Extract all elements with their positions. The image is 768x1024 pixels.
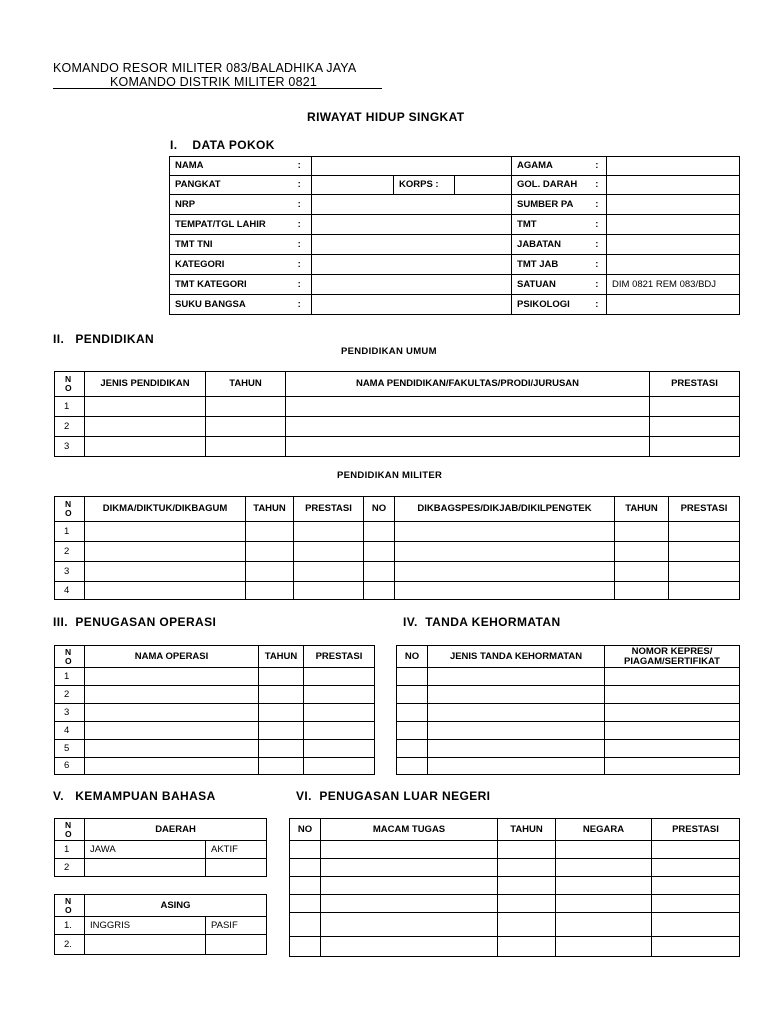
column-header-negara: NEGARA [556, 819, 652, 841]
column-header-dikma: DIKMA/DIKTUK/DIKBAGUM [85, 497, 246, 522]
table-cell[interactable] [304, 704, 375, 722]
table-row [397, 722, 740, 740]
table-cell[interactable] [395, 542, 615, 562]
colon: : [588, 255, 607, 275]
table-cell[interactable] [428, 758, 605, 775]
colon: : [588, 215, 607, 235]
table-row [55, 859, 267, 877]
column-header-jenis-pendidikan: JENIS PENDIDIKAN [85, 372, 206, 397]
colon: : [288, 275, 312, 295]
data-pokok-row [170, 235, 740, 255]
table-cell[interactable] [321, 913, 498, 937]
table-row [55, 668, 375, 686]
table-cell[interactable] [498, 913, 556, 937]
header-underline [53, 88, 382, 89]
table-row [55, 722, 375, 740]
bahasa-daerah-table [54, 818, 267, 877]
table-cell[interactable] [605, 722, 740, 740]
table-cell[interactable] [615, 562, 669, 582]
table-row [290, 937, 740, 957]
table-cell[interactable] [286, 437, 650, 457]
pendidikan-umum-table [54, 371, 740, 457]
column-header-tahun: TAHUN [206, 372, 286, 397]
table-cell[interactable] [605, 740, 740, 758]
table-cell[interactable] [397, 686, 428, 704]
table-row [290, 841, 740, 859]
column-header-daerah: DAERAH [85, 819, 267, 841]
table-cell[interactable] [259, 686, 304, 704]
table-cell[interactable] [652, 841, 740, 859]
column-header-prestasi-2: PRESTASI [669, 497, 740, 522]
table-cell[interactable] [615, 542, 669, 562]
table-cell[interactable] [556, 841, 652, 859]
table-row [55, 417, 740, 437]
table-cell[interactable] [364, 562, 395, 582]
table-cell[interactable] [85, 668, 259, 686]
table-cell[interactable] [206, 437, 286, 457]
table-cell[interactable] [556, 913, 652, 937]
table-row [55, 740, 375, 758]
field-label-agama: AGAMA [512, 157, 588, 176]
colon: : [288, 255, 312, 275]
column-header-prestasi: PRESTASI [294, 497, 364, 522]
row-number: 6 [55, 758, 85, 775]
table-header-row [55, 895, 267, 917]
table-cell[interactable] [321, 937, 498, 957]
table-row [55, 686, 375, 704]
field-label-suku-bangsa: SUKU BANGSA [170, 295, 288, 315]
language-name[interactable]: JAWA [85, 841, 206, 859]
table-header-row [55, 497, 740, 522]
table-cell[interactable] [397, 740, 428, 758]
row-number: 1 [55, 397, 85, 417]
table-cell[interactable] [498, 877, 556, 895]
column-header-no: N O [55, 497, 85, 522]
field-value-korps[interactable] [455, 176, 512, 195]
table-cell[interactable] [395, 562, 615, 582]
table-cell[interactable] [85, 582, 246, 600]
section-heading-penugasan-luar-negeri: VI. PENUGASAN LUAR NEGERI [296, 789, 491, 803]
table-cell[interactable] [428, 704, 605, 722]
table-cell[interactable] [206, 397, 286, 417]
table-row [55, 562, 740, 582]
table-cell[interactable] [85, 758, 259, 775]
field-label-psikologi: PSIKOLOGI [512, 295, 588, 315]
table-row [290, 859, 740, 877]
table-cell[interactable] [304, 668, 375, 686]
table-cell[interactable] [85, 437, 206, 457]
row-number: 3 [55, 437, 85, 457]
table-row [290, 877, 740, 895]
column-header-tahun-2: TAHUN [615, 497, 669, 522]
table-cell[interactable] [321, 877, 498, 895]
column-header-no: N O [55, 372, 85, 397]
table-header-row [397, 646, 740, 668]
table-cell[interactable] [650, 417, 740, 437]
column-header-prestasi: PRESTASI [304, 646, 375, 668]
row-number: 3 [55, 562, 85, 582]
table-cell[interactable] [85, 722, 259, 740]
field-label-tempat-tgl-lahir: TEMPAT/TGL LAHIR [170, 215, 288, 235]
table-cell[interactable] [395, 522, 615, 542]
column-header-tahun: TAHUN [246, 497, 294, 522]
field-value-tmt-kategori[interactable] [312, 275, 512, 295]
header-line-1: KOMANDO RESOR MILITER 083/BALADHIKA JAYA [53, 61, 357, 75]
field-value-sumber-pa[interactable] [607, 195, 740, 215]
colon: : [288, 157, 312, 176]
subheading-pendidikan-militer: PENDIDIKAN MILITER [337, 470, 443, 481]
column-header-no-2: NO [364, 497, 395, 522]
field-label-tmt-kategori: TMT KATEGORI [170, 275, 288, 295]
table-cell[interactable] [669, 542, 740, 562]
table-cell[interactable] [669, 582, 740, 600]
table-cell[interactable] [428, 740, 605, 758]
colon: : [288, 235, 312, 255]
row-number: 1 [55, 668, 85, 686]
table-cell[interactable] [364, 522, 395, 542]
tanda-kehormatan-table [396, 645, 740, 775]
table-cell[interactable] [498, 841, 556, 859]
row-number: 2. [55, 935, 85, 955]
field-label-sumber-pa: SUMBER PA [512, 195, 588, 215]
table-cell[interactable] [428, 722, 605, 740]
table-cell[interactable] [428, 668, 605, 686]
colon: : [288, 176, 312, 195]
language-level[interactable] [206, 935, 267, 955]
table-cell[interactable] [397, 722, 428, 740]
table-cell[interactable] [556, 895, 652, 913]
table-header-row [55, 646, 375, 668]
table-row [55, 542, 740, 562]
table-cell[interactable] [556, 859, 652, 877]
table-cell[interactable] [652, 877, 740, 895]
field-label-nama: NAMA [170, 157, 288, 176]
row-number: 1 [55, 522, 85, 542]
table-cell[interactable] [85, 397, 206, 417]
field-label-pangkat: PANGKAT [170, 176, 288, 195]
row-number: 2 [55, 542, 85, 562]
table-cell[interactable] [428, 686, 605, 704]
field-value-tmt-tni[interactable] [312, 235, 512, 255]
section-heading-data-pokok: I. DATA POKOK [170, 138, 275, 152]
table-row [55, 522, 740, 542]
table-cell[interactable] [605, 758, 740, 775]
field-value-pangkat[interactable] [312, 176, 394, 195]
table-row [290, 913, 740, 937]
bahasa-asing-table [54, 894, 267, 955]
column-header-no: N O [55, 646, 85, 668]
data-pokok-row [170, 275, 740, 295]
table-cell[interactable] [364, 542, 395, 562]
column-header-prestasi: PRESTASI [650, 372, 740, 397]
field-label-nrp: NRP [170, 195, 288, 215]
table-row [55, 582, 740, 600]
table-cell[interactable] [304, 740, 375, 758]
colon: : [588, 195, 607, 215]
table-cell[interactable] [395, 582, 615, 600]
column-header-no: NO [290, 819, 321, 841]
table-row [55, 758, 375, 775]
field-value-nama[interactable] [312, 157, 512, 176]
data-pokok-row [170, 215, 740, 235]
table-row [397, 740, 740, 758]
table-row [55, 437, 740, 457]
table-cell[interactable] [650, 437, 740, 457]
data-pokok-row [170, 195, 740, 215]
field-value-gol-darah[interactable] [607, 176, 740, 195]
field-value-psikologi[interactable] [607, 295, 740, 315]
field-value-satuan[interactable]: DIM 0821 REM 083/BDJ [607, 275, 740, 295]
table-cell[interactable] [290, 895, 321, 913]
language-name[interactable]: INGGRIS [85, 917, 206, 935]
field-value-agama[interactable] [607, 157, 740, 176]
row-number: 4 [55, 722, 85, 740]
pendidikan-militer-table [54, 496, 740, 600]
table-cell[interactable] [246, 562, 294, 582]
header-line-2: KOMANDO DISTRIK MILITER 0821 [110, 75, 318, 89]
table-cell[interactable] [615, 582, 669, 600]
data-pokok-row [170, 255, 740, 275]
table-row [55, 841, 267, 859]
table-cell[interactable] [85, 417, 206, 437]
table-cell[interactable] [290, 859, 321, 877]
field-label-kategori: KATEGORI [170, 255, 288, 275]
table-cell[interactable] [605, 704, 740, 722]
table-row [55, 917, 267, 935]
data-pokok-row [170, 295, 740, 315]
section-heading-penugasan-operasi: III. PENUGASAN OPERASI [53, 615, 217, 629]
table-cell[interactable] [246, 522, 294, 542]
table-cell[interactable] [246, 542, 294, 562]
colon: : [288, 215, 312, 235]
table-cell[interactable] [85, 740, 259, 758]
field-label-jabatan: JABATAN [512, 235, 588, 255]
field-label-korps: KORPS : [394, 176, 455, 195]
table-cell[interactable] [259, 668, 304, 686]
table-cell[interactable] [304, 722, 375, 740]
data-pokok-table [169, 156, 740, 315]
document-title: RIWAYAT HIDUP SINGKAT [307, 110, 465, 124]
language-name[interactable] [85, 859, 206, 877]
column-header-jenis-tanda-kehormatan: JENIS TANDA KEHORMATAN [428, 646, 605, 668]
table-row [290, 895, 740, 913]
table-cell[interactable] [364, 582, 395, 600]
subheading-pendidikan-umum: PENDIDIKAN UMUM [341, 346, 437, 357]
field-label-satuan: SATUAN [512, 275, 588, 295]
table-cell[interactable] [259, 758, 304, 775]
table-cell[interactable] [652, 859, 740, 877]
colon: : [588, 176, 607, 195]
section-heading-pendidikan: II. PENDIDIKAN [53, 332, 155, 346]
section-heading-kemampuan-bahasa: V. KEMAMPUAN BAHASA [53, 789, 216, 803]
row-number: 1. [55, 917, 85, 935]
table-cell[interactable] [290, 937, 321, 957]
field-label-tmt: TMT [512, 215, 588, 235]
table-row [55, 397, 740, 417]
table-cell[interactable] [498, 859, 556, 877]
field-label-tmt-tni: TMT TNI [170, 235, 288, 255]
table-header-row [55, 372, 740, 397]
table-row [397, 668, 740, 686]
language-level[interactable] [206, 859, 267, 877]
row-number: 3 [55, 704, 85, 722]
table-cell[interactable] [246, 582, 294, 600]
colon: : [588, 275, 607, 295]
table-cell[interactable] [397, 668, 428, 686]
table-cell[interactable] [321, 895, 498, 913]
field-value-kategori[interactable] [312, 255, 512, 275]
penugasan-luar-negeri-table [289, 818, 740, 957]
colon: : [288, 195, 312, 215]
table-cell[interactable] [669, 522, 740, 542]
table-cell[interactable] [294, 522, 364, 542]
field-value-tmt[interactable] [607, 215, 740, 235]
column-header-tahun: TAHUN [498, 819, 556, 841]
table-row [397, 758, 740, 775]
colon: : [588, 157, 607, 176]
table-row [397, 704, 740, 722]
column-header-nama-pendidikan: NAMA PENDIDIKAN/FAKULTAS/PRODI/JURUSAN [286, 372, 650, 397]
table-cell[interactable] [290, 913, 321, 937]
colon: : [288, 295, 312, 315]
field-value-nrp[interactable] [312, 195, 512, 215]
table-cell[interactable] [85, 542, 246, 562]
section-heading-tanda-kehormatan: IV. TANDA KEHORMATAN [403, 615, 561, 629]
data-pokok-row [170, 157, 740, 176]
row-number: 2 [55, 686, 85, 704]
column-header-nama-operasi: NAMA OPERASI [85, 646, 259, 668]
colon: : [588, 295, 607, 315]
table-cell[interactable] [286, 397, 650, 417]
column-header-asing: ASING [85, 895, 267, 917]
table-cell[interactable] [259, 740, 304, 758]
table-cell[interactable] [286, 417, 650, 437]
table-cell[interactable] [294, 562, 364, 582]
table-cell[interactable] [85, 686, 259, 704]
table-cell[interactable] [615, 522, 669, 542]
column-header-no: NO [397, 646, 428, 668]
table-cell[interactable] [290, 841, 321, 859]
table-cell[interactable] [304, 686, 375, 704]
row-number: 2 [55, 859, 85, 877]
field-value-suku-bangsa[interactable] [312, 295, 512, 315]
table-cell[interactable] [556, 937, 652, 957]
table-cell[interactable] [652, 937, 740, 957]
table-cell[interactable] [498, 895, 556, 913]
column-header-tahun: TAHUN [259, 646, 304, 668]
column-header-macam-tugas: MACAM TUGAS [321, 819, 498, 841]
table-cell[interactable] [290, 877, 321, 895]
table-cell[interactable] [304, 758, 375, 775]
table-cell[interactable] [652, 913, 740, 937]
table-cell[interactable] [206, 417, 286, 437]
table-cell[interactable] [321, 859, 498, 877]
row-number: 5 [55, 740, 85, 758]
language-name[interactable] [85, 935, 206, 955]
table-cell[interactable] [605, 668, 740, 686]
field-value-tempat-tgl-lahir[interactable] [312, 215, 512, 235]
table-cell[interactable] [294, 542, 364, 562]
table-cell[interactable] [652, 895, 740, 913]
table-cell[interactable] [259, 704, 304, 722]
table-row [55, 935, 267, 955]
language-level[interactable]: AKTIF [206, 841, 267, 859]
field-value-jabatan[interactable] [607, 235, 740, 255]
column-header-dikbagspes: DIKBAGSPES/DIKJAB/DIKILPENGTEK [395, 497, 615, 522]
table-cell[interactable] [321, 841, 498, 859]
data-pokok-row [170, 176, 740, 195]
penugasan-operasi-table [54, 645, 375, 775]
table-row [397, 686, 740, 704]
column-header-prestasi: PRESTASI [652, 819, 740, 841]
table-cell[interactable] [397, 704, 428, 722]
field-label-gol-darah: GOL. DARAH [512, 176, 588, 195]
table-cell[interactable] [556, 877, 652, 895]
table-row [55, 704, 375, 722]
row-number: 2 [55, 417, 85, 437]
table-cell[interactable] [605, 686, 740, 704]
table-cell[interactable] [669, 562, 740, 582]
table-cell[interactable] [294, 582, 364, 600]
table-cell[interactable] [85, 522, 246, 542]
column-header-no: N O [55, 819, 85, 841]
table-cell[interactable] [650, 397, 740, 417]
field-label-tmt-jab: TMT JAB [512, 255, 588, 275]
table-cell[interactable] [397, 758, 428, 775]
column-header-no: N O [55, 895, 85, 917]
table-cell[interactable] [85, 562, 246, 582]
table-header-row [55, 819, 267, 841]
table-cell[interactable] [259, 722, 304, 740]
language-level[interactable]: PASIF [206, 917, 267, 935]
field-value-tmt-jab[interactable] [607, 255, 740, 275]
row-number: 1 [55, 841, 85, 859]
colon: : [588, 235, 607, 255]
column-header-nomor-kepres: NOMOR KEPRES/ PIAGAM/SERTIFIKAT [605, 646, 740, 668]
table-cell[interactable] [85, 704, 259, 722]
row-number: 4 [55, 582, 85, 600]
table-cell[interactable] [498, 937, 556, 957]
table-header-row [290, 819, 740, 841]
